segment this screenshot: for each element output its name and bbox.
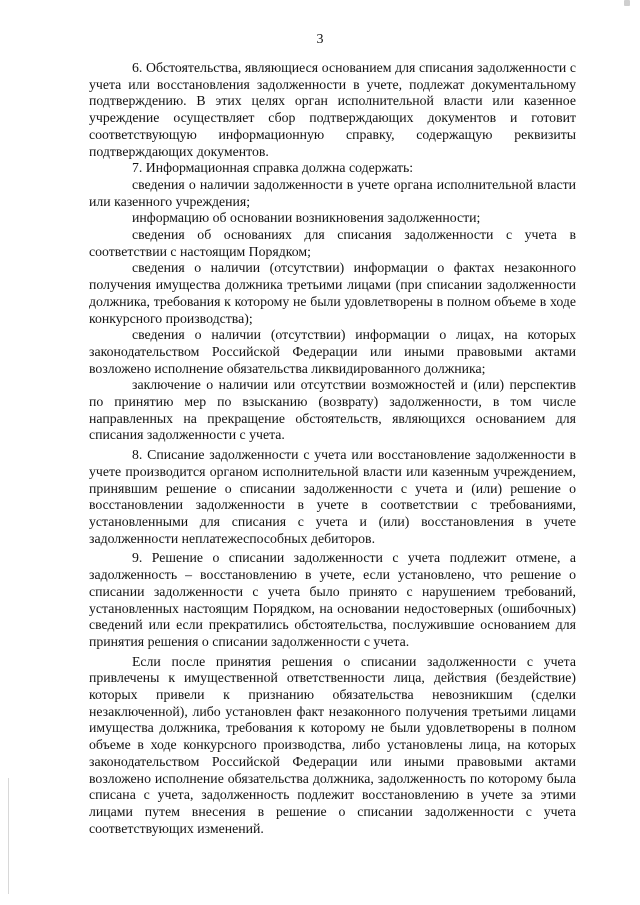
list-item-writeoff-grounds: сведения об основаниях для списания задолженности с учета в соответствии с настоящим Порядком; (89, 227, 576, 259)
list-item-debt-presence: сведения о наличии задолженности в учете органа исполнительной власти или казенного учреждения; (89, 176, 576, 209)
margin-scan-line (8, 778, 9, 894)
paragraph-6: 6. Обстоятельства, являющиеся основанием для списания задолженности с учета или восстановления задолженности в учете, подлежат документальному подтверждению. В этих целях орган исполнительной власти или казенное учреждение осуществляет сбор подтверждающих документов и готовит соответствующую информационную справку, содержащую реквизиты подтверждающих документов. (89, 60, 576, 159)
paragraph-9-continuation: Если после принятия решения о списании задолженности с учета привлечены к имущественной ответственности лица, действия (бездействие) которых привели к признанию обязательства невозникшим (сделки незаключенной), либо установлен факт незаконного получения третьими лицами имущества должника, требования к которому не были удовлетворены в полном объеме в ходе конкурсного производства, либо установлены лица, на которых законодательством Российской Федерации или иными правовыми актами возложено исполнение обязательства должника, задолженность по которому была списана с учета, задолженность подлежит восстановлению в учете за этими лицами путем внесения в решение о списании задолженности с учета соответствующих изменений. (89, 653, 576, 836)
page-number: 3 (316, 32, 324, 47)
list-item-liable-persons-info: сведения о наличии (отсутствии) информации о лицах, на которых законодательством Российской Федерации или иными правовыми актами возложено исполнение обязательства ликвидированного должника; (89, 327, 576, 376)
list-item-recovery-conclusion: заключение о наличии или отсутствии возможностей и (или) перспектив по принятию мер по взысканию (возврату) задолженности, в том числе направленных на прекращение обстоятельств, являющихся основанием для списания задолженности с учета. (89, 377, 576, 443)
corner-scan-mark (624, 0, 630, 6)
paragraph-7-heading: 7. Информационная справка должна содержать: (132, 160, 414, 176)
paragraph-9: 9. Решение о списании задолженности с учета подлежит отмене, а задолженность – восстановлению в учете, если установлено, что решение о списании задолженности с учета было принято с нарушением требований, установленных настоящим Порядком, на основании недостоверных (ошибочных) сведений или если прекратились обстоятельства, послужившие основанием для принятия решения о списании задолженности с учета. (89, 550, 576, 649)
document-body (89, 60, 576, 837)
list-item-illegal-receipt-info: сведения о наличии (отсутствии) информации о фактах незаконного получения имущества должника третьими лицами (при списании задолженности должника, требования к которому не были удовлетворены в полном объеме в ходе конкурсного производства); (89, 260, 576, 326)
list-item-debt-origin: информацию об основании возникновения задолженности; (132, 210, 481, 226)
paragraph-8: 8. Списание задолженности с учета или восстановление задолженности в учете производится органом исполнительной власти или казенным учреждением, принявшим решение о списании задолженности с учета и (или) решение о восстановлении задолженности в учете в соответствии с требованиями, установленными для списания с учета и (или) восстановления в учете задолженности неплатежеспособных дебиторов. (89, 447, 576, 546)
